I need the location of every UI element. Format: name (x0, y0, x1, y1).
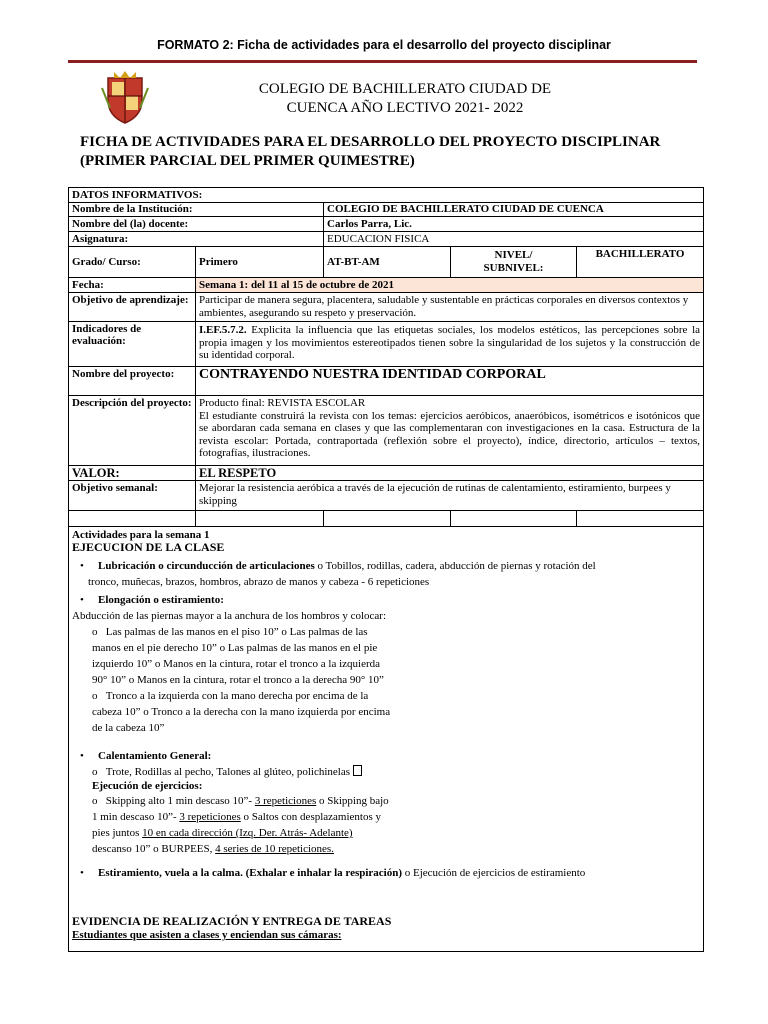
weekly-objective-value: Mejorar la resistencia aeróbica a través de la ejecución de rutinas de calentamiento, estiramiento, burpees y skipping (195, 481, 703, 510)
weekly-objective-row (69, 481, 703, 511)
teacher-label: Nombre del (la) docente: (72, 218, 189, 230)
school-crest-icon (100, 68, 150, 126)
cooldown-item: • Estiramiento, vuela a la calma. (Exhalar e inhalar la respiración) o Ejecución de ejercicios de estiramiento (80, 867, 586, 879)
description-label: Descripción del proyecto: (72, 397, 192, 409)
project-row (69, 367, 703, 396)
sheet-title: FICHA DE ACTIVIDADES PARA EL DESARROLLO DEL PROYECTO DISCIPLINAR (PRIMER PARCIAL DEL PRIMER QUIMESTRE) (80, 134, 661, 169)
date-value: Semana 1: del 11 al 15 de octubre de 2021 (195, 278, 703, 292)
institution-label: Nombre de la Institución: (72, 203, 193, 215)
grade-row (69, 247, 703, 278)
school-title: COLEGIO DE BACHILLERATO CIUDAD DE CUENCA AÑO LECTIVO 2021- 2022 (258, 81, 552, 116)
subject-value: EDUCACION FISICA (323, 232, 703, 246)
project-value: CONTRAYENDO NUESTRA IDENTIDAD CORPORAL (195, 367, 703, 395)
subject-row (69, 232, 703, 247)
description-row (69, 396, 703, 466)
subject-label: Asignatura: (72, 233, 129, 245)
project-label: Nombre del proyecto: (72, 368, 175, 380)
objective-row (69, 293, 703, 322)
teacher-row (69, 217, 703, 232)
institution-row (69, 203, 703, 217)
teacher-value: Carlos Parra, Lic. (323, 217, 703, 231)
institution-value: COLEGIO DE BACHILLERATO CIUDAD DE CUENCA (323, 203, 703, 216)
section-row (69, 188, 703, 203)
date-row (69, 278, 703, 293)
value-row (69, 466, 703, 481)
date-label: Fecha: (72, 279, 104, 291)
description-value: Producto final: REVISTA ESCOLAR El estudiante construirá la revista con los temas: ejercicios aeróbicos, anaeróbicos, isométricos e isotónicos que se abordaran cada semana en clases y que las complementaran con investigaciones en la casa. Estructura de la revista escolar: Portada, contraportada (reflexión sobre el proyecto), índice, directorio, artículos – textos, fotografías, ilustraciones. (195, 396, 703, 465)
value-value: EL RESPETO (195, 466, 703, 480)
objective-label: Objetivo de aprendizaje: (72, 294, 189, 306)
section-title: DATOS INFORMATIVOS: (72, 189, 203, 201)
evidence-section: EVIDENCIA DE REALIZACIÓN Y ENTREGA DE TAREAS Estudiantes que asisten a clases y enciendan sus cámaras: (72, 914, 392, 941)
indicators-label: Indicadores de evaluación: (72, 323, 142, 347)
lubrication-item: • Lubricación o circunducción de articulaciones o Tobillos, rodillas, cadera, abducción de piernas y rotación del tronco, muñecas, brazos, hombros, abrazo de manos y cabeza - 6 repeticiones (80, 560, 596, 588)
grade-label: Grado/ Curso: (72, 256, 141, 268)
indicators-row (69, 322, 703, 367)
activity-sheet-table (68, 187, 704, 952)
format-header: FORMATO 2: Ficha de actividades para el desarrollo del proyecto disciplinar (157, 38, 611, 52)
warmup-item: • Calentamiento General: o Trote, Rodillas al pecho, Talones al glúteo, polichinelas Ejecución de ejercicios: o Skipping alto 1 min descaso 10”- 3 repeticiones o Skipping bajo 1 min descaso 10”- 3 repeticiones o Saltos con desplazamientos y pies juntos 10 en cada dirección (Izq. Der. Atrás- Adelante) descanso 10” o BURPEES, 4 series de 10 repeticiones. (80, 750, 389, 855)
weekly-objective-label: Objetivo semanal: (72, 482, 158, 494)
activities-label: Actividades para la semana 1 (72, 529, 210, 541)
level-value: BACHILLERATO (576, 247, 703, 277)
activities-label-row (69, 527, 703, 541)
indicators-value: I.EF.5.7.2. Explicita la influencia que las etiquetas sociales, los modelos estéticos, las percepciones sobre la propia imagen y los movimientos estereotipados tienen sobre la singularidad de los sujetos y la construcción de su identidad corporal. (195, 322, 703, 366)
elongation-item: • Elongación o estiramiento: Abducción de las piernas mayor a la anchura de los hombros y colocar: o Las palmas de las manos en el piso 10” o Las palmas de las manos en el pie derecho 10” o Las palmas de las manos en el pie izquierdo 10” o Manos en la cintura, rotar el tronco a la izquierda 90° 10” o Manos en la cintura, rotar el tronco a la derecha 90° 10” o Tronco a la izquierda con la mano derecha por encima de la cabeza 10” o Tronco a la derecha con la mano izquierda por encima de la cabeza 10” (72, 594, 391, 734)
value-label: VALOR: (72, 466, 120, 480)
grade-value: Primero (195, 247, 323, 277)
objective-value: Participar de manera segura, placentera, saludable y sustentable en prácticas corporales en diversos contextos y ambientes, asegurando su respeto y preservación. (195, 293, 703, 321)
shift-value: AT-BT-AM (323, 247, 450, 277)
class-heading: EJECUCION DE LA CLASE (72, 540, 225, 554)
empty-row (69, 511, 703, 527)
missing-glyph-icon (353, 765, 362, 776)
header-rule (68, 60, 697, 63)
level-label: NIVEL/ SUBNIVEL: (450, 247, 576, 277)
